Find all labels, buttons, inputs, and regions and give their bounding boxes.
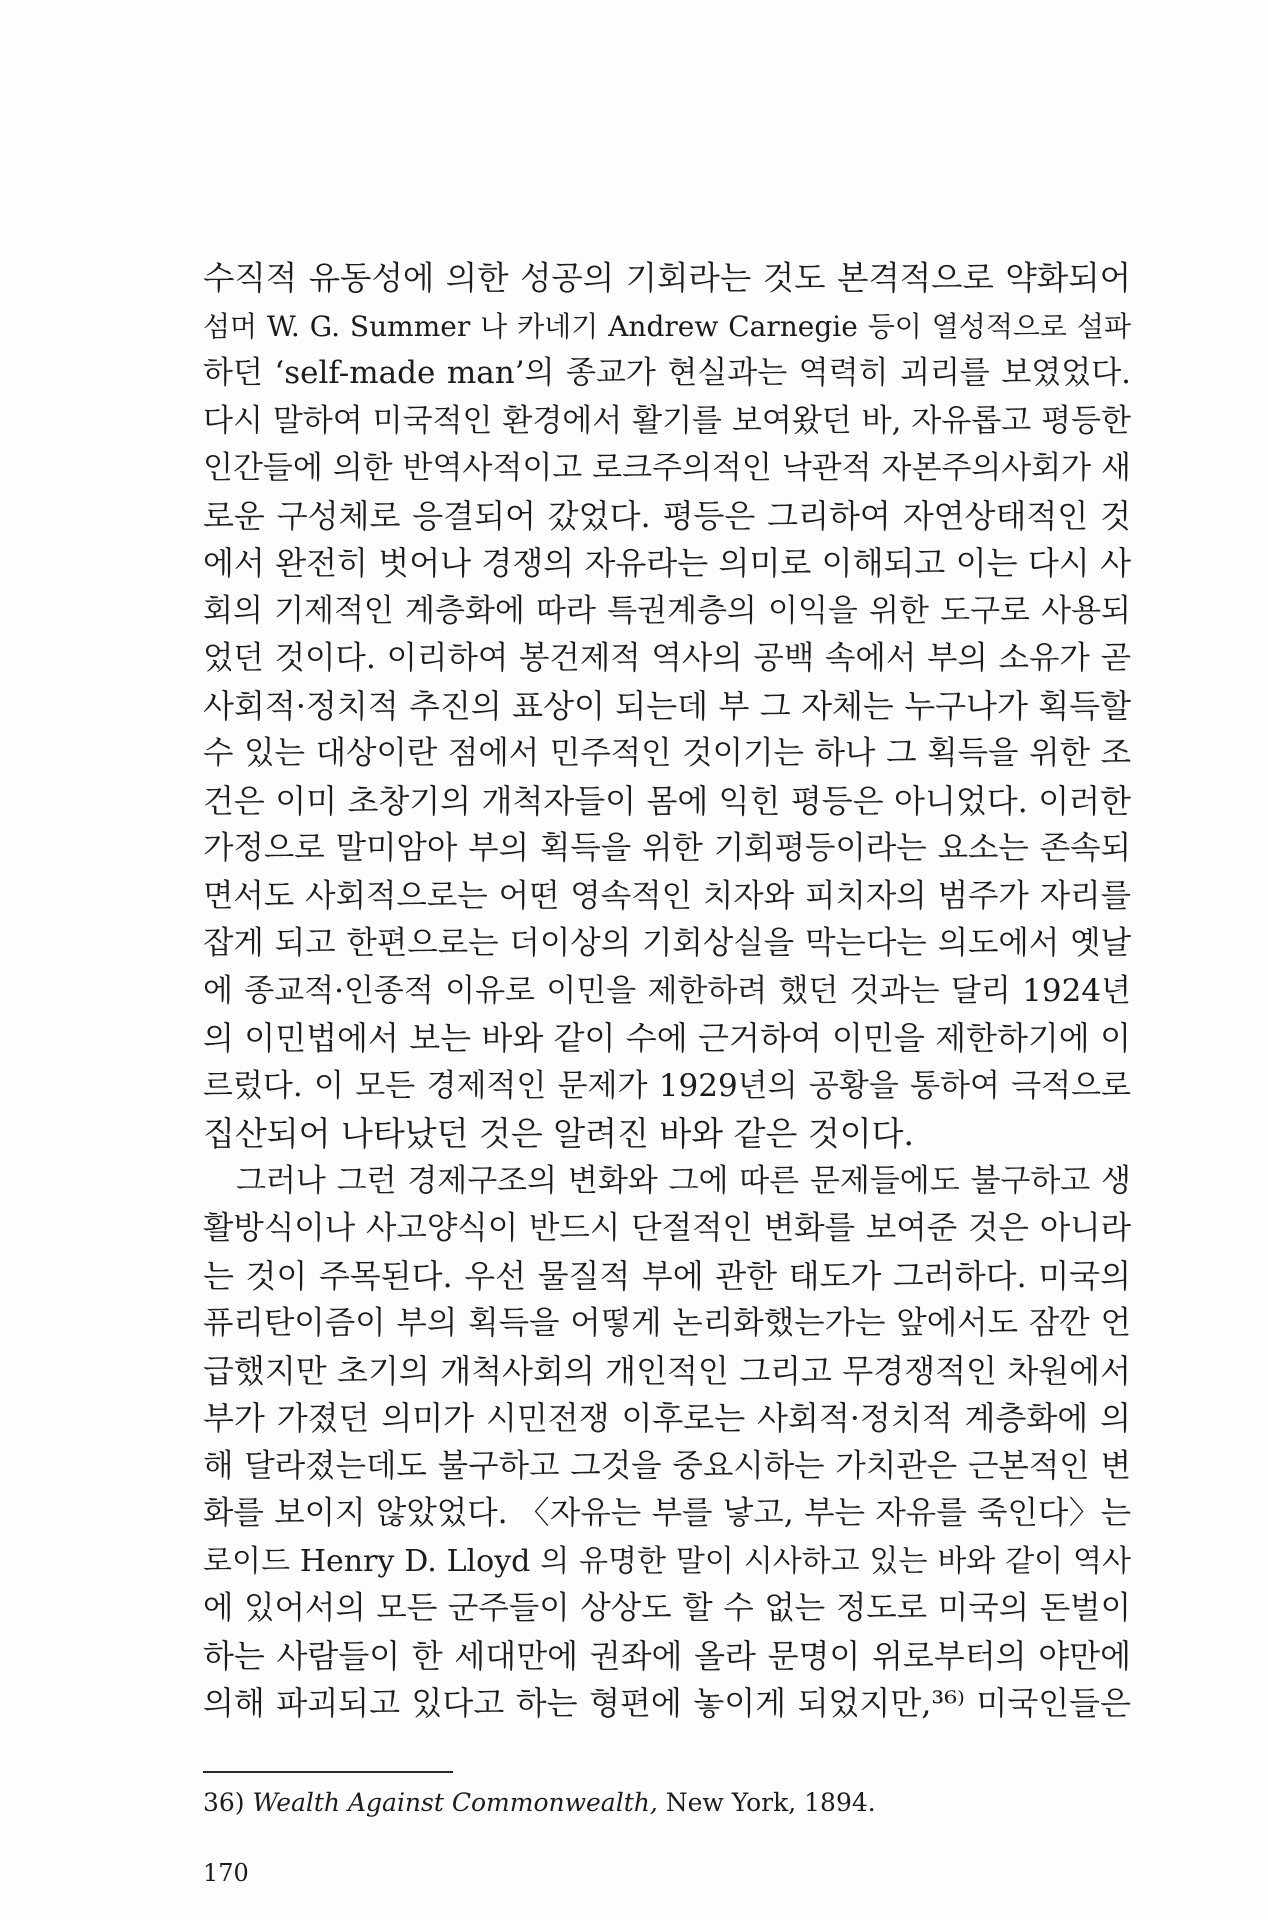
footnote-title: Wealth Against Commonwealth, [252, 1788, 658, 1817]
text-line: 수 있는 대상이란 점에서 민주적인 것이기는 하나 그 획득을 위한 조 [203, 735, 1131, 771]
footnote [203, 1786, 876, 1820]
text-line: 면서도 사회적으로는 어떤 영속적인 치자와 피치자의 범주가 자리를 [203, 877, 1131, 914]
text-line: 섬머 W. G. Summer 나 카네기 Andrew Carnegie 등이 열성적으로 설파 [203, 309, 1131, 343]
text-line: 잡게 되고 한편으로는 더이상의 기회상실을 막는다는 의도에서 옛날 [203, 925, 1131, 961]
text-line: 었던 것이다. 이리하여 봉건제적 역사의 공백 속에서 부의 소유가 곧 [203, 640, 1131, 676]
text-line: 가정으로 말미암아 부의 획득을 위한 기회평등이라는 요소는 존속되 [203, 830, 1131, 866]
text-line: 하는 사람들이 한 세대만에 권좌에 올라 문명이 위로부터의 야만에 [203, 1636, 1131, 1675]
text-line: 의해 파괴되고 있다고 하는 형편에 놓이게 되었지만,³⁶⁾ 미국인들은 [203, 1684, 1131, 1722]
text-line: 사회적·정치적 추진의 표상이 되는데 부 그 자체는 누구나가 획득할 [203, 686, 1131, 725]
text-line: 에서 완전히 벗어나 경쟁의 자유라는 의미로 이해되고 이는 다시 사 [203, 544, 1131, 582]
text-line: 에 있어서의 모든 군주들이 상상도 할 수 없는 정도로 미국의 돈벌이 [203, 1590, 1131, 1626]
footnote-publication: New York, 1894. [665, 1788, 876, 1817]
text-line: 의 이민법에서 보는 바와 같이 수에 근거하여 이민을 제한하기에 이 [203, 1019, 1131, 1057]
text-line: 에 종교적·인종적 이유로 이민을 제한하려 했던 것과는 달리 1924년 [203, 972, 1131, 1009]
text-line: 급했지만 초기의 개척사회의 개인적인 그리고 무경쟁적인 차원에서 [203, 1351, 1131, 1390]
text-line: 인간들에 의한 반역사적이고 로크주의적인 낙관적 자본주의사회가 새 [203, 450, 1131, 486]
footnote-marker: 36) [203, 1788, 245, 1817]
text-line: 해 달라졌는데도 불구하고 그것을 중요시하는 가치관은 근본적인 변 [203, 1447, 1131, 1484]
text-line: 회의 기제적인 계층화에 따라 특권계층의 이익을 위한 도구로 사용되 [203, 592, 1131, 629]
text-line: 다시 말하여 미국적인 환경에서 활기를 보여왔던 바, 자유롭고 평등한 [203, 402, 1131, 439]
text-line: 그러나 그런 경제구조의 변화와 그에 따른 문제들에도 불구하고 생 [236, 1162, 1131, 1199]
text-line: 건은 이미 초창기의 개척자들이 몸에 익힌 평등은 아니었다. 이러한 [203, 781, 1131, 820]
text-line: 수직적 유동성에 의한 성공의 기회라는 것도 본격적으로 약화되어 [203, 259, 1131, 297]
text-line: 집산되어 나타났던 것은 알려진 바와 같은 것이다. [203, 1114, 914, 1153]
body-text [203, 255, 1131, 1728]
text-line: 부가 가졌던 의미가 시민전쟁 이후로는 사회적·정치적 계층화에 의 [203, 1399, 1131, 1437]
text-line: 로운 구성체로 응결되어 갔었다. 평등은 그리하여 자연상태적인 것 [203, 496, 1131, 535]
text-line: 화를 보이지 않았었다. 〈자유는 부를 낳고, 부는 자유를 죽인다〉는 [203, 1495, 1131, 1531]
text-line: 퓨리탄이즘이 부의 획득을 어떻게 논리화했는가는 앞에서도 잠깐 언 [203, 1305, 1131, 1341]
text-line: 는 것이 주목된다. 우선 물질적 부에 관한 태도가 그러하다. 미국의 [203, 1256, 1131, 1295]
text-line: 르렀다. 이 모든 경제적인 문제가 1929년의 공황을 통하여 극적으로 [203, 1067, 1131, 1104]
text-line: 활방식이나 사고양식이 반드시 단절적인 변화를 보여준 것은 아니라 [203, 1210, 1131, 1246]
footnote-rule [203, 1771, 453, 1773]
text-line: 하던 ‘self-made man’의 종교가 현실과는 역력히 괴리를 보였었다. [203, 355, 1131, 391]
page-number: 170 [203, 1859, 249, 1887]
text-line: 로이드 Henry D. Lloyd 의 유명한 말이 시사하고 있는 바와 같이 역사 [203, 1543, 1131, 1579]
